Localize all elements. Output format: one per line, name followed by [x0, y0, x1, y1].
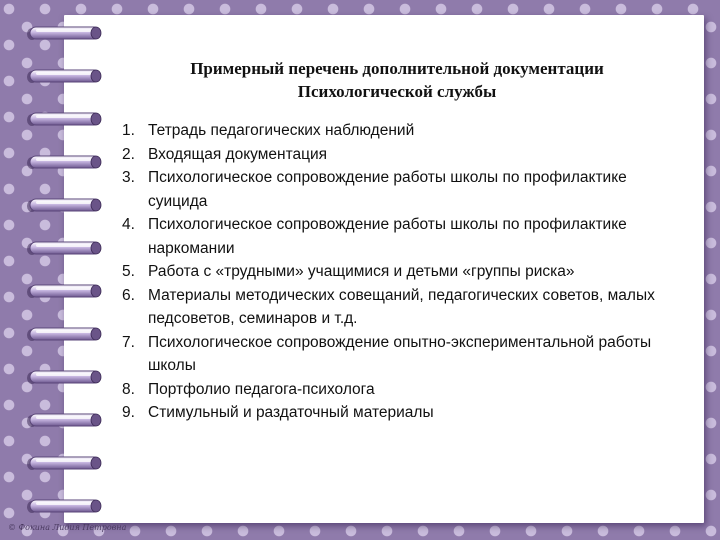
list-item-number: 9.: [122, 404, 135, 421]
slide-title-line-2: Психологической службы: [297, 82, 497, 101]
slide-paper: [64, 15, 704, 523]
list-item-number: 5.: [122, 263, 135, 280]
list-item-number: 7.: [122, 333, 135, 351]
list-item-text: Портфолио педагога-психолога: [148, 380, 375, 398]
list-item-number: 2.: [122, 145, 135, 163]
list-item: [122, 284, 682, 331]
binder-ring-icon: [26, 495, 104, 517]
list-item: [122, 401, 682, 425]
list-item: [122, 331, 682, 378]
list-item: [122, 143, 682, 167]
list-item: [122, 166, 682, 213]
binder-ring-icon: [26, 280, 104, 302]
list-item-text: Психологическое сопровождение работы школы по профилактике наркомании: [148, 216, 627, 257]
list-item-number: 4.: [122, 216, 135, 233]
list-item-text: Тетрадь педагогических наблюдений: [148, 122, 415, 139]
list-item: [122, 378, 682, 402]
binder-ring-icon: [26, 108, 104, 130]
binder-ring-icon: [26, 65, 104, 87]
list-item-text: Материалы методических совещаний, педагогических советов, малых педсоветов, семинаров и т.д.: [148, 286, 655, 327]
list-item-number: 1.: [122, 122, 135, 139]
slide-content: [122, 57, 682, 425]
list-item-text: Стимульный и раздаточный материалы: [148, 404, 434, 421]
binder-ring-icon: [26, 194, 104, 216]
list-item: [122, 213, 682, 260]
binder-rings: [0, 0, 120, 540]
binder-ring-icon: [26, 323, 104, 345]
slide-title-line-1: Примерный перечень дополнительной документации: [190, 59, 604, 78]
list-item-text: Психологическое сопровождение опытно-экспериментальной работы школы: [148, 333, 652, 374]
list-item: [122, 119, 682, 143]
list-item-number: 3.: [122, 169, 135, 186]
binder-ring-icon: [26, 22, 104, 44]
binder-ring-icon: [26, 237, 104, 259]
list-item-text: Входящая документация: [148, 145, 328, 163]
list-item-number: 8.: [122, 380, 135, 398]
list-item-text: Психологическое сопровождение работы школы по профилактике суицида: [148, 169, 627, 210]
binder-ring-icon: [26, 452, 104, 474]
binder-ring-icon: [26, 151, 104, 173]
documentation-list: [122, 119, 682, 425]
binder-ring-icon: [26, 366, 104, 388]
list-item: [122, 260, 682, 284]
list-item-text: Работа с «трудными» учащимися и детьми «группы риска»: [148, 263, 575, 280]
binder-ring-icon: [26, 409, 104, 431]
slide-title: [122, 57, 682, 103]
copyright-signature: © Фокина Лидия Петровна: [8, 523, 127, 532]
list-item-number: 6.: [122, 286, 135, 304]
